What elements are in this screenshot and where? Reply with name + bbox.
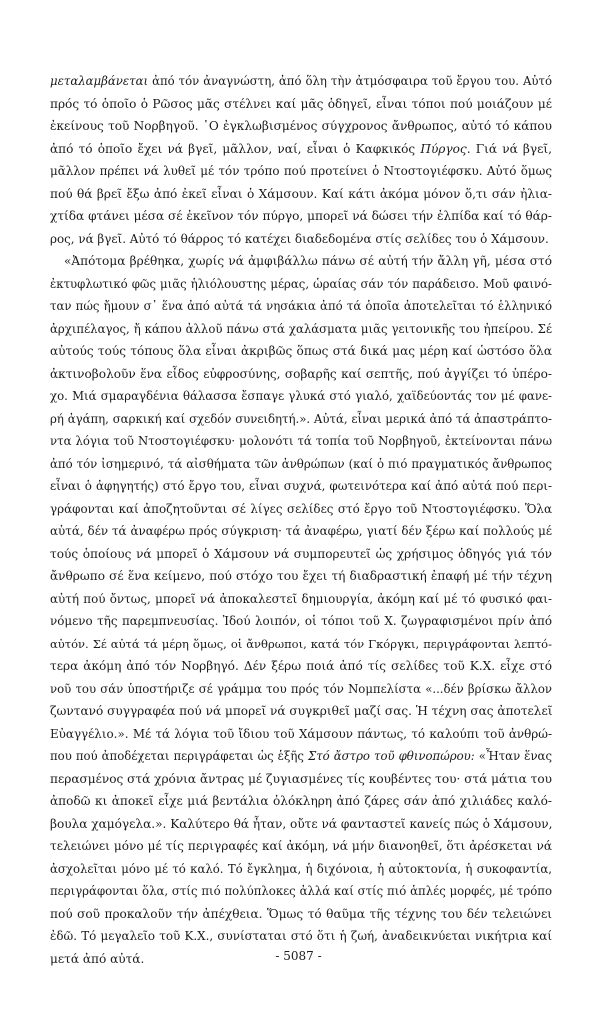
text-line: [50, 565, 552, 588]
text-line-content: μετά ἀπό αὐτά.: [50, 951, 145, 966]
text-line: [50, 228, 552, 251]
text-line-content: μᾶλλον πρέπει νά λυθεῖ μέ τόν τρόπο πού προτείνει ὁ Ντοστογιέφσκυ. Αὐτό ὅμως: [50, 164, 552, 178]
text-line-content: «Ἀπότομα βρέθηκα, χωρίς νά ἀμφιβάλλω πάνω σέ αὐτή τήν ἄλλη γῆ, μέσα στό: [64, 254, 552, 268]
text-line: [50, 453, 552, 476]
text-line-content: χτίδα φτάνει μέσα σέ ἐκεῖνον τόν πύργο, μπορεῖ νά δώσει τήν ἐλπίδα καί τό θάρ-: [50, 209, 552, 223]
text-line: [50, 745, 552, 768]
text-line-content: τερα ἀκόμη ἀπό τόν Νορβηγό. Δέν ξέρω ποιά ἀπό τίς σελίδες τοῦ Κ.Χ. εἶχε στό: [50, 659, 552, 673]
text-line: [50, 790, 552, 813]
text-line: [50, 925, 552, 948]
text-line: [50, 363, 552, 386]
text-line: [50, 273, 552, 296]
text-line-content: περασμένος στά χρόνια ἄντρας μέ ζυγιασμένες τίς κουβέντες του· στά μάτια του: [50, 771, 552, 786]
text-line-content: αὐτόν. Σέ αὐτά τά μέρη ὅμως, οἱ ἄνθρωποι, κατά τόν Γκόργκι, περιγράφονται λεπτό-: [50, 636, 552, 651]
text-line: [50, 835, 552, 858]
text-line-content: ντα λόγια τοῦ Ντοστογιέφσκυ· μολονότι τά τοπία τοῦ Νορβηγοῦ, ἐκτείνονται πάνω: [50, 434, 552, 448]
text-line-content: βουλα χαμόγελα.». Καλύτερο θά ἦταν, οὔτε νά φανταστεῖ κανείς πώς ὁ Χάμσουν,: [50, 816, 552, 831]
text-line: [50, 138, 552, 161]
text-line-content: εἶναι ὁ ἀφηγητής) στό ἔργο του, εἶναι συχνά, φωτεινότερα καί ἀπό αὐτά πού περι-: [50, 479, 552, 493]
text-line-content: ἄνθρωπο σέ ἕνα κείμενο, πού στόχο του ἔχει τή διαδραστική ἐπαφή μέ τήν τέχνη: [50, 569, 552, 583]
text-line: [50, 520, 552, 543]
text-line: [50, 700, 552, 723]
text-line: [50, 408, 552, 431]
text-line: [50, 678, 552, 701]
text-line: [50, 903, 552, 926]
text-line-content: ρος, νά βγεῖ. Αὐτό τό θάρρος τό κατέχει διαδεδομένα στίς σελίδες του ὁ Χάμσουν.: [50, 231, 549, 246]
text-line: [50, 70, 552, 93]
text-line: [50, 205, 552, 228]
text-line-content: ἀπό τόν ἀναγνώστη, ἀπό ὅλη τὴν ἀτμόσφαιρα τοῦ ἔργου του. Αὐτό: [148, 74, 552, 88]
text-line: [50, 655, 552, 678]
text-line: [50, 430, 552, 453]
text-line-content: πού σοῦ προκαλοῦν τήν ἀπέχθεια. Ὅμως τό θαῦμα τῆς τέχνης του δέν τελειώνει: [50, 906, 552, 921]
text-line-content: ταν πώς ἤμουν σ᾽ ἕνα ἀπό αὐτά τά νησάκια ἀπό τά ὁποῖα ἀποτελεῖται τό ἑλληνικό: [50, 299, 552, 313]
text-line-content: που πού ἀποδέχεται περιγράφεται ὡς ἑξῆς: [50, 749, 308, 763]
italic-title: Στό ἄστρο τοῦ φθινοπώρου:: [307, 749, 475, 763]
body-text: [50, 70, 552, 970]
text-line: [50, 475, 552, 498]
text-line: [50, 858, 552, 881]
text-line-content: αὐτά, δέν τά ἀναφέρω πρός σύγκριση· τά ἀναφέρω, γιατί δέν ξέρω καί πολλούς μέ: [50, 524, 552, 538]
text-line: [50, 543, 552, 566]
text-line-content: γράφονται καί ἀποζητοῦνται σέ λίγες σελίδες στό ἔργο τοῦ Ντοστογιέφσκυ. Ὅλα: [50, 501, 552, 516]
text-line-content: αὐτούς τούς τόπους ὅλα εἶναι ἀκριβῶς ὅπως στά δικά μας μέρη καί ὡστόσο ὅλα: [50, 344, 552, 358]
text-line-content: αὐτή πού ὄντως, μπορεῖ νά ἀποκαλεστεῖ δημιουργία, ἀκόμη καί μέ τό φυσικό φαι-: [50, 591, 552, 606]
page-number: - 5087 -: [275, 949, 322, 963]
text-line: [50, 250, 552, 273]
text-line: [50, 183, 552, 206]
text-line-content: πού θά βρεῖ ἔξω ἀπό ἐκεῖ εἶναι ὁ Χάμσουν. Καί κάτι ἀκόμα μόνον ὅ,τι σάν ἠλια-: [50, 186, 552, 201]
text-line-content: τελειώνει μόνο μέ τίς περιγραφές καί ἀκόμη, νά μήν διανοηθεῖ, ὅτι ἀρέσκεται νά: [50, 839, 552, 853]
text-line: [50, 115, 552, 138]
text-line-content: νόμενο τῆς παρεμπνευσίας. Ἰδού λοιπόν, οἱ τόποι τοῦ Χ. ζωγραφισμένοι πρίν ἀπό: [50, 614, 552, 628]
text-line: [50, 498, 552, 521]
text-line-content: ἀσχολεῖται μόνο μέ τό καλό. Τό ἔγκλημα, ἡ διχόνοια, ἡ αὐτοκτονία, ἡ συκοφαντία,: [50, 861, 552, 876]
text-line-content: ἐκτυφλωτικό φῶς μιᾶς ἡλιόλουστης μέρας, ὡραίας σάν τόν παράδεισο. Μοῦ φαινό-: [50, 276, 552, 291]
text-line-content: νοῦ του σάν ὑποστήριζε σέ γράμμα του πρός τόν Νομπελίστα «...δέν βρίσκω ἄλλον: [50, 681, 552, 696]
text-line-content: τούς ὁποίους νά μπορεῖ ὁ Χάμσουν νά συμπορευτεῖ ὡς χρήσιμος ὁδηγός γιά τόν: [50, 546, 552, 561]
text-line-content: ἀπό τό ὁποῖο ἔχει νά βγεῖ, μᾶλλον, ναί, εἶναι ὁ Καφκικός: [50, 141, 421, 156]
text-line: [50, 813, 552, 836]
text-line-content: Εὐαγγέλιο.». Μέ τά λόγια τοῦ ἴδιου τοῦ Χάμσουν πάντως, τό καλούπι τοῦ ἀνθρώ-: [50, 726, 552, 741]
text-line-content: ἀπό τόν ἰσημερινό, τά αἰσθήματα τῶν ἀνθρώπων (καί ὁ πιό πραγματικός ἄνθρωπος: [50, 456, 552, 471]
text-line: [50, 385, 552, 408]
text-line-content: ἐκείνους τοῦ Νορβηγοῦ. ῾Ο ἐγκλωβισμένος σύγχρονος ἄνθρωπος, αὐτό τό κάπου: [50, 119, 552, 133]
text-line-content: ζωντανό συγγραφέα πού νά μπορεῖ νά συγκριθεῖ μαζί σας. Ἡ τέχνη σας ἀποτελεῖ: [50, 704, 552, 718]
italic-title: μεταλαμβάνεται: [50, 74, 149, 88]
text-line: [50, 295, 552, 318]
text-line-content: ἀρχιπέλαγος, ἤ κάπου ἀλλοῦ πάνω στά χαλάσματα μιᾶς γειτονικῆς του ἠπείρου. Σέ: [50, 321, 552, 336]
text-line: [50, 588, 552, 611]
text-line: [50, 610, 552, 633]
text-line: [50, 723, 552, 746]
text-line-content: ἀκτινοβολοῦν ἕνα εἶδος εὐφροσύνης, σοβαρῆς καί σεπτῆς, πού ἀγγίζει τό ὑπέρο-: [50, 366, 552, 381]
text-line-content: περιγράφονται ὅλα, στίς πιό πολύπλοκες ἀλλά καί στίς πιό ἁπλές μορφές, μέ τρόπο: [50, 884, 552, 898]
italic-title: Πύργος: [420, 141, 467, 156]
text-line-content: πρός τό ὁποῖο ὁ Ρῶσος μᾶς στέλνει καί μᾶς ὁδηγεῖ, εἶναι τόποι πού μοιάζουν μέ: [50, 96, 552, 111]
text-line: [50, 768, 552, 791]
text-line-content: ἐδῶ. Τό μεγαλεῖο τοῦ Κ.Χ., συνίσταται στό ὅτι ἡ ζωή, ἀναδεικνύεται νικήτρια καί: [50, 929, 552, 943]
text-line-content: ρή ἀγάπη, σαρκική καί σχεδόν συνειδητή.». Αὐτά, εἶναι μερικά ἀπό τά ἀπαστράπτο-: [50, 411, 552, 426]
text-line: [50, 633, 552, 656]
text-line: [50, 160, 552, 183]
text-line-content: ἀποδῶ κι ἀποκεῖ εἶχε μιά βεντάλια ὁλόκληρη ἀπό ζάρες σάν ἀπό χιλιάδες καλό-: [50, 794, 552, 808]
text-line-content: χο. Μιά σμαραγδένια θάλασσα ἔσπαγε γλυκά στό γιαλό, χαϊδεύοντάς τον μέ φανε-: [50, 389, 552, 403]
text-line: [50, 340, 552, 363]
text-line-content: . Γιά νά βγεῖ,: [466, 141, 552, 156]
text-line: [50, 318, 552, 341]
text-line-content: «Ἦταν ἕνας: [474, 749, 552, 763]
text-line: [50, 880, 552, 903]
text-line: [50, 93, 552, 116]
